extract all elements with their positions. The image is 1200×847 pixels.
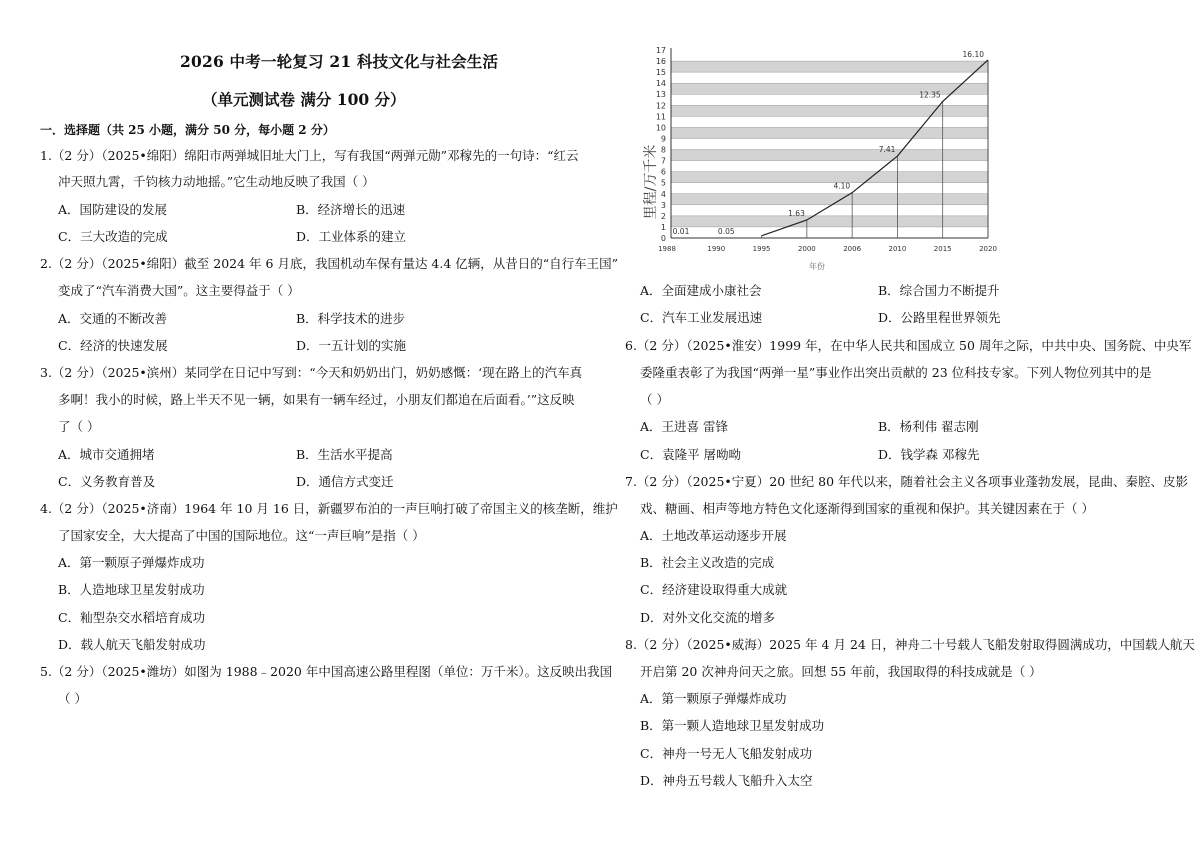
section-heading: 一．选择题（共 25 小题，满分 50 分，每小题 2 分） (40, 123, 335, 137)
option-a[interactable]: A．交通的不断改善 (58, 311, 168, 326)
option-d[interactable]: D．一五计划的实施 (296, 338, 407, 353)
question-text: 了国家安全，大大提高了中国的国际地位。这“一声巨响”是指（ ） (58, 528, 425, 543)
highway-mileage-chart (633, 42, 1001, 274)
question-text: 委隆重表彰了为我国“两弹一星”事业作出突出贡献的 23 位科技专家。下列人物位列其中的是 (640, 365, 1152, 380)
option-c[interactable]: C．经济的快速发展 (58, 338, 168, 353)
y-tick-label: 5 (660, 178, 666, 188)
data-label: 7.41 (878, 145, 896, 155)
data-label: 0.05 (717, 227, 735, 236)
question-text: 7.（2 分）（2025•宁夏）20 世纪 80 年代以来，随着社会主义各项事业蓬勃发展，昆曲、秦腔、皮影 (625, 474, 1189, 489)
question-text: 2.（2 分）（2025•绵阳）截至 2024 年 6 月底，我国机动车保有量达 4.4 亿辆，从昔日的“自行车王国” (40, 256, 619, 271)
question-text: 了（ ） (58, 419, 100, 434)
grid-band (671, 172, 988, 183)
option-c[interactable]: C．义务教育普及 (58, 474, 156, 489)
option-c[interactable]: C．袁隆平 屠呦呦 (640, 447, 742, 462)
option-b[interactable]: B．人造地球卫星发射成功 (58, 582, 205, 597)
x-tick-label: 1988 (658, 245, 676, 253)
grid-band (671, 150, 988, 161)
grid-band (671, 194, 988, 205)
option-b[interactable]: B．社会主义改造的完成 (640, 555, 775, 570)
option-a[interactable]: A．全面建成小康社会 (640, 283, 762, 298)
question-text: 4.（2 分）（2025•济南）1964 年 10 月 16 日，新疆罗布泊的一声巨响打破了帝国主义的核垄断，维护 (40, 501, 618, 516)
option-b[interactable]: B．科学技术的进步 (296, 311, 406, 326)
x-tick-label: 2020 (979, 245, 997, 253)
question-text: （ ） (58, 691, 87, 706)
option-d[interactable]: D．工业体系的建立 (296, 229, 407, 244)
question-text: 3.（2 分）（2025•滨州）某同学在日记中写到：“今天和奶奶出门，奶奶感慨：‘现在路上的汽车真 (40, 365, 583, 380)
y-tick-label: 0 (660, 234, 666, 243)
data-label: 12.35 (919, 90, 941, 100)
grid-band (671, 61, 988, 72)
option-a[interactable]: A．国防建设的发展 (58, 202, 168, 217)
data-label: 0.01 (672, 227, 690, 236)
option-c[interactable]: C．经济建设取得重大成就 (640, 582, 788, 597)
data-label: 1.63 (788, 208, 805, 218)
option-b[interactable]: B．杨利伟 翟志刚 (878, 419, 979, 434)
axes (671, 48, 988, 238)
y-tick-label: 3 (660, 200, 666, 210)
option-b[interactable]: B．经济增长的迅速 (296, 202, 406, 217)
option-c[interactable]: C．神舟一号无人飞船发射成功 (640, 746, 813, 761)
grid-band (671, 216, 988, 227)
page-title: 2026 中考一轮复习 21 科技文化与社会生活 (180, 52, 499, 71)
option-d[interactable]: D．钱学森 邓稼先 (878, 447, 980, 462)
question-text: 多啊！我小的时候，路上半天不见一辆，如果有一辆车经过，小朋友们都追在后面看。’”这反映 (58, 392, 575, 407)
question-text: 1.（2 分）（2025•绵阳）绵阳市两弹城旧址大门上，写有我国“两弹元勋”邓稼先的一句诗：“红云 (40, 148, 579, 163)
x-tick-label: 1995 (752, 245, 771, 253)
question-text: 开启第 20 次神舟问天之旅。回想 55 年前，我国取得的科技成就是（ ） (640, 664, 1042, 679)
option-c[interactable]: C．籼型杂交水稻培育成功 (58, 610, 206, 625)
y-tick-label: 1 (660, 222, 666, 232)
option-a[interactable]: A．王进喜 雷锋 (640, 419, 729, 434)
y-tick-label: 4 (660, 189, 666, 199)
grid-band (671, 127, 988, 138)
question-text: 5.（2 分）（2025•潍坊）如图为 1988﹣2020 年中国高速公路里程图（单位：万千米）。这反映出我国 (40, 664, 613, 679)
x-tick-label: 2010 (888, 245, 907, 253)
option-d[interactable]: D．通信方式变迁 (296, 474, 394, 489)
y-tick-label: 13 (655, 90, 666, 100)
option-d[interactable]: D．公路里程世界领先 (878, 310, 1001, 325)
x-axis-ticks (658, 245, 997, 253)
y-tick-label: 9 (660, 134, 666, 144)
question-text: （ ） (640, 392, 669, 407)
option-d[interactable]: D．载人航天飞船发射成功 (58, 637, 206, 652)
option-c[interactable]: C．汽车工业发展迅速 (640, 310, 763, 325)
option-b[interactable]: B．生活水平提高 (296, 447, 393, 462)
y-tick-label: 2 (660, 211, 666, 221)
y-tick-label: 16 (655, 57, 666, 67)
option-a[interactable]: A．第一颗原子弹爆炸成功 (640, 691, 787, 706)
option-c[interactable]: C．三大改造的完成 (58, 229, 168, 244)
y-tick-label: 14 (655, 79, 666, 89)
y-tick-label: 6 (660, 167, 666, 177)
question-text: 8.（2 分）（2025•威海）2025 年 4 月 24 日，神舟二十号载人飞船发射取得圆满成功，中国载人航天 (625, 637, 1195, 652)
option-b[interactable]: B．综合国力不断提升 (878, 283, 1000, 298)
y-tick-label: 15 (655, 68, 666, 78)
question-text: 戏、糖画、相声等地方特色文化逐渐得到国家的重视和保护。其关键因素在于（ ） (640, 501, 1094, 516)
option-d[interactable]: D．对外文化交流的增多 (640, 610, 776, 625)
grid-band (671, 105, 988, 116)
data-label: 16.10 (962, 49, 984, 59)
x-tick-label: 1990 (707, 245, 726, 253)
y-axis-label: 里程/万千米 (643, 144, 659, 220)
y-tick-label: 11 (655, 112, 666, 122)
data-label: 4.10 (833, 181, 851, 191)
question-text: 6.（2 分）（2025•淮安）1999 年，在中华人民共和国成立 50 周年之际，中共中央、国务院、中央军 (625, 338, 1192, 353)
question-text: 变成了“汽车消费大国”。这主要得益于（ ） (58, 283, 300, 298)
x-tick-label: 2006 (843, 245, 862, 253)
option-d[interactable]: D．神舟五号载人飞船升入太空 (640, 773, 813, 788)
y-tick-label: 12 (655, 101, 666, 111)
option-a[interactable]: A．土地改革运动逐步开展 (640, 528, 787, 543)
y-tick-label: 17 (655, 46, 666, 55)
x-tick-label: 2000 (797, 245, 816, 253)
option-a[interactable]: A．第一颗原子弹爆炸成功 (58, 555, 205, 570)
x-tick-label: 2015 (933, 245, 952, 253)
x-axis-label: 年份 (809, 262, 825, 271)
option-a[interactable]: A．城市交通拥堵 (58, 447, 155, 462)
y-tick-label: 7 (660, 156, 666, 166)
y-tick-label: 8 (660, 145, 666, 155)
y-tick-label: 10 (655, 123, 666, 133)
option-b[interactable]: B．第一颗人造地球卫星发射成功 (640, 718, 825, 733)
page-subtitle: （单元测试卷 满分 100 分） (202, 90, 406, 109)
data-labels (673, 50, 985, 236)
question-text: 冲天照九霄，千钧核力动地摇。”它生动地反映了我国（ ） (58, 174, 375, 189)
grid-bands (671, 61, 988, 227)
